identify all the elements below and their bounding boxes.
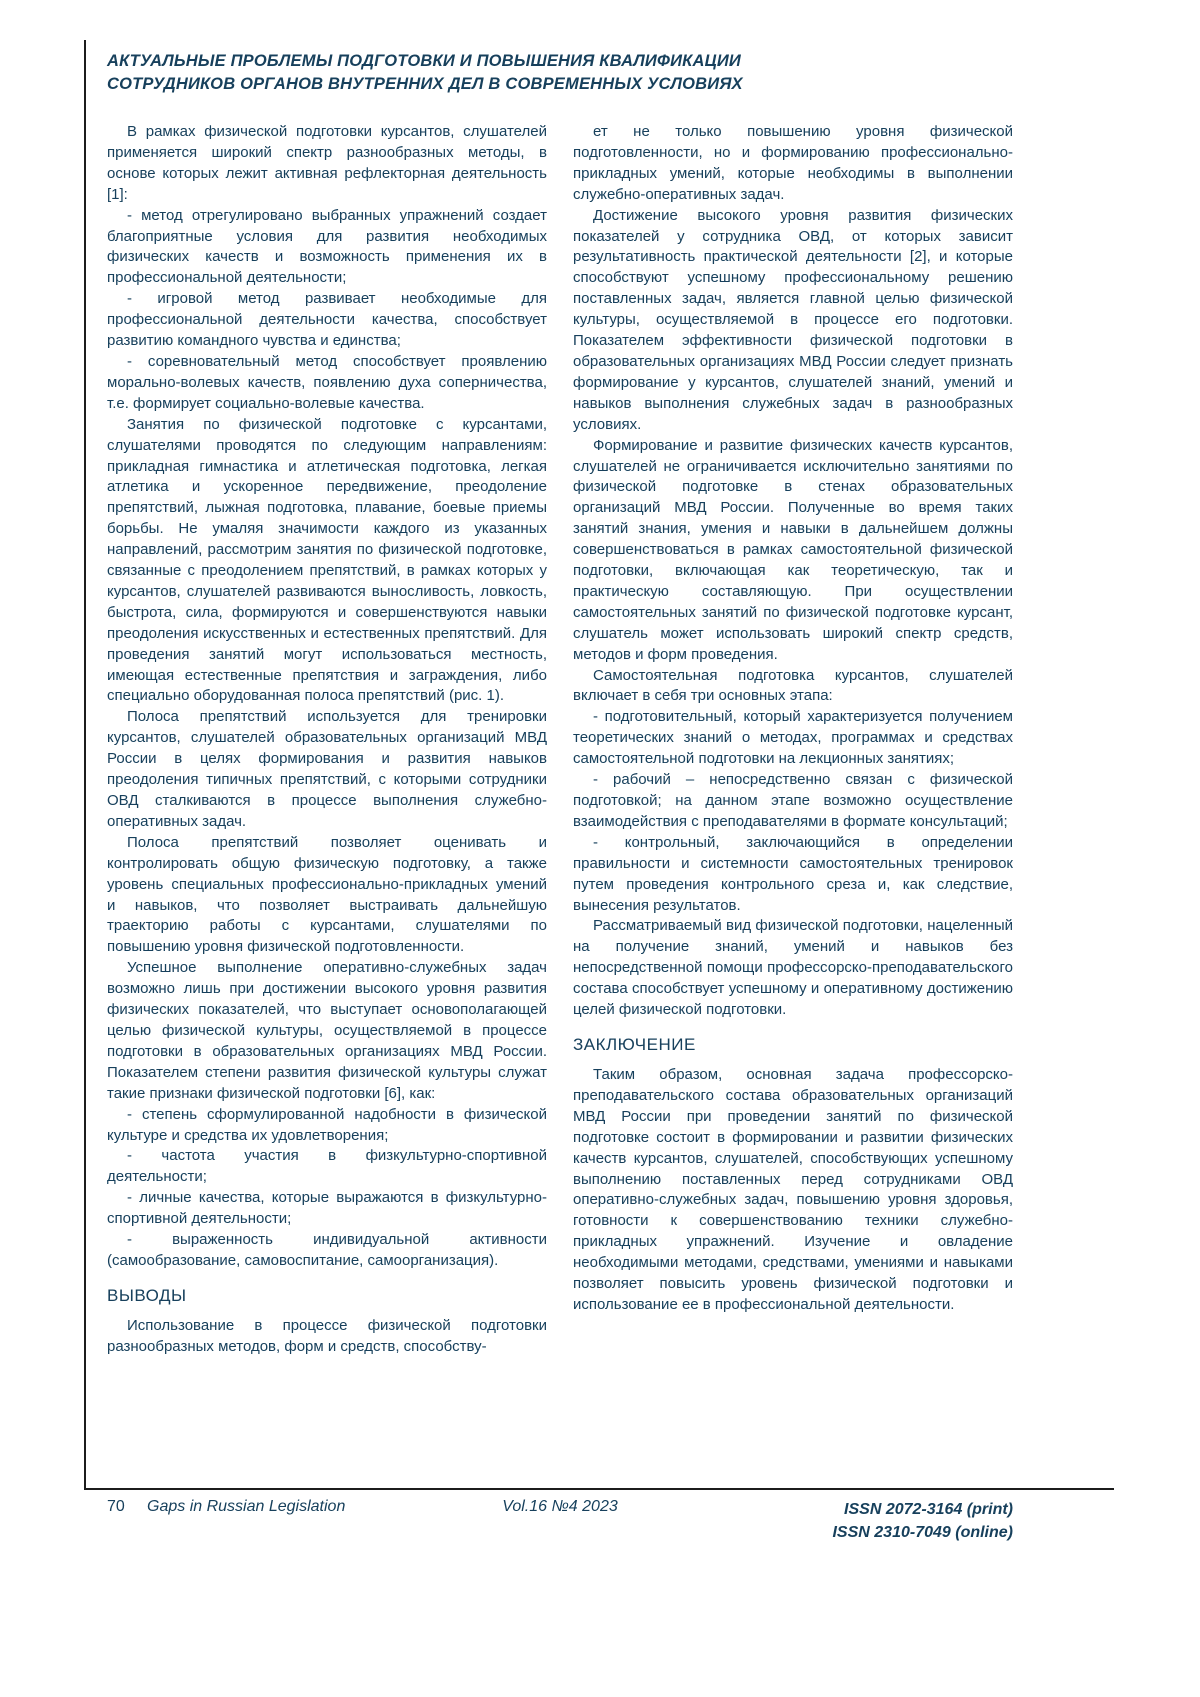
left-column bbox=[107, 122, 547, 1358]
paragraph: - игровой метод развивает необходимые для профессиональной деятельности качества, способствует развитию командного чувства и единства; bbox=[107, 290, 547, 350]
running-head-line1: АКТУАЛЬНЫЕ ПРОБЛЕМЫ ПОДГОТОВКИ И ПОВЫШЕНИЯ КВАЛИФИКАЦИИ bbox=[107, 52, 741, 70]
paragraph: - личные качества, которые выражаются в физкультурно-спортивной деятельности; bbox=[107, 1189, 547, 1228]
paragraph: Использование в процессе физической подготовки разнообразных методов, форм и средств, способству- bbox=[107, 1316, 547, 1355]
right-column bbox=[573, 122, 1013, 1358]
paragraph: Полоса препятствий используется для тренировки курсантов, слушателей образовательных организаций МВД России в целях формирования и развития навыков преодоления типичных препятствий, с которыми сотрудники ОВД сталкиваются в процессе выполнения служебно-оперативных задач. bbox=[107, 708, 547, 830]
page-footer bbox=[107, 1496, 1013, 1546]
issue-info: Vol.16 №4 2023 bbox=[502, 1498, 618, 1515]
journal-title: Gaps in Russian Legislation bbox=[147, 1498, 346, 1515]
running-head bbox=[107, 50, 1027, 96]
section-heading: ЗАКЛЮЧЕНИЕ bbox=[573, 1034, 696, 1054]
paragraph: - контрольный, заключающийся в определении правильности и системности самостоятельных тренировок путем проведения контрольного среза и, как следствие, вынесения результатов. bbox=[573, 833, 1013, 914]
running-head-line2: СОТРУДНИКОВ ОРГАНОВ ВНУТРЕННИХ ДЕЛ В СОВРЕМЕННЫХ УСЛОВИЯХ bbox=[107, 75, 743, 93]
issn-online: ISSN 2310-7049 (online) bbox=[832, 1524, 1013, 1541]
paragraph: Занятия по физической подготовке с курсантами, слушателями проводятся по следующим направлениям: прикладная гимнастика и атлетическая подготовка, легкая атлетика и ускоренное передвижение, преодоление препятствий, лыжная подготовка, плавание, боевые приемы борьбы. Не умаляя значимости каждого из указанных направлений, рассмотрим занятия по физической подготовке, связанные с преодолением препятствий, в рамках которых у курсантов, слушателей развиваются выносливость, ловкость, быстрота, сила, формируются и совершенствуются навыки преодоления искусственных и естественных препятствий. Для проведения занятий могут использоваться местность, имеющая естественные препятствия и заграждения, либо специально оборудованная полоса препятствий (рис. 1). bbox=[107, 415, 547, 705]
paragraph: Достижение высокого уровня развития физических показателей у сотрудника ОВД, от которых зависит результативность практической деятельности [2], и которые способствуют успешному профессиональному решению поставленных задач, является главной целью физической культуры, осуществляемой в процессе его подготовки. Показателем эффективности физической подготовки в образовательных организациях МВД России следует признать формирование у курсантов, слушателей знаний, умений и навыков выполнения служебных задач в разнообразных условиях. bbox=[573, 206, 1013, 433]
footer-rule bbox=[84, 1488, 1114, 1490]
paragraph: Формирование и развитие физических качеств курсантов, слушателей не ограничивается исключительно занятиями по физической подготовке в стенах образовательных организаций МВД России. Полученные во время таких занятий знания, умения и навыки в дальнейшем должны совершенствоваться в рамках самостоятельной физической подготовки, включающая как теоретическую, так и практическую составляющую. При осуществлении самостоятельных занятий по физической подготовке курсант, слушатель может использовать широкий спектр средств, методов и форм проведения. bbox=[573, 436, 1013, 663]
paragraph: Полоса препятствий позволяет оценивать и контролировать общую физическую подготовку, а также уровень специальных профессионально-прикладных умений и навыков, что позволяет выстраивать дальнейшую траекторию работы с курсантами, слушателями по повышению уровня физической подготовленности. bbox=[107, 833, 547, 956]
paragraph: - метод отрегулировано выбранных упражнений создает благоприятные условия для развития необходимых физических качеств и возможность применения их в профессиональной деятельности; bbox=[107, 206, 547, 287]
left-margin-rule bbox=[84, 40, 86, 1490]
section-heading: ВЫВОДЫ bbox=[107, 1285, 187, 1305]
paragraph: Рассматриваемый вид физической подготовки, нацеленный на получение знаний, умений и навыков без непосредственной помощи профессорско-преподавательского состава способствует успешному и оперативному достижению целей физической подготовки. bbox=[573, 917, 1013, 1019]
paragraph: ет не только повышению уровня физической подготовленности, но и формированию профессионально-прикладных умений, которые необходимы в выполнении служебно-оперативных задач. bbox=[573, 123, 1013, 203]
issn-block bbox=[832, 1498, 1013, 1544]
paragraph: - соревновательный метод способствует проявлению морально-волевых качеств, появлению духа соперничества, т.е. формирует социально-волевые качества. bbox=[107, 352, 547, 412]
paragraph: Самостоятельная подготовка курсантов, слушателей включает в себя три основных этапа: bbox=[573, 666, 1013, 705]
paragraph: Успешное выполнение оперативно-служебных задач возможно лишь при достижении высокого уровня развития физических показателей, что выступает основополагающей целью физической культуры, осуществляемой в процессе подготовки в образовательных организациях МВД России. Показателем степени развития физической культуры служат такие признаки физической подготовки [6], как: bbox=[107, 959, 547, 1102]
paragraph: - подготовительный, который характеризуется получением теоретических знаний о методах, программах и средствах самостоятельной подготовки на лекционных занятиях; bbox=[573, 708, 1013, 768]
paragraph: - выраженность индивидуальной активности (самообразование, самовоспитание, самоорганизация). bbox=[107, 1231, 547, 1269]
paragraph: - частота участия в физкультурно-спортивной деятельности; bbox=[107, 1147, 547, 1186]
paragraph: В рамках физической подготовки курсантов, слушателей применяется широкий спектр разнообразных методы, в основе которых лежит активная рефлекторная деятельность [1]: bbox=[107, 123, 547, 203]
issn-print: ISSN 2072-3164 (print) bbox=[844, 1501, 1013, 1518]
paragraph: Таким образом, основная задача профессорско-преподавательского состава образовательных организаций МВД России при проведении занятий по физической подготовке состоит в формировании и развитии физических качеств курсантов, слушателей, способствующих успешному выполнению поставленных перед сотрудниками ОВД оперативно-служебных задач, повышению уровня здоровья, готовности к совершенствованию техники служебно-прикладных упражнений. Изучение и овладение необходимыми методами, средствами, умениями и навыками позволяет повысить уровень физической подготовки и использование ее в профессиональной деятельности. bbox=[573, 1065, 1013, 1313]
page-number: 70 bbox=[107, 1498, 125, 1515]
article-body bbox=[107, 122, 1013, 1358]
paragraph: - рабочий – непосредственно связан с физической подготовкой; на данном этапе возможно осуществление взаимодействия с преподавателями в формате консультаций; bbox=[573, 771, 1013, 830]
paragraph: - степень сформулированной надобности в физической культуре и средства их удовлетворения; bbox=[107, 1105, 547, 1144]
